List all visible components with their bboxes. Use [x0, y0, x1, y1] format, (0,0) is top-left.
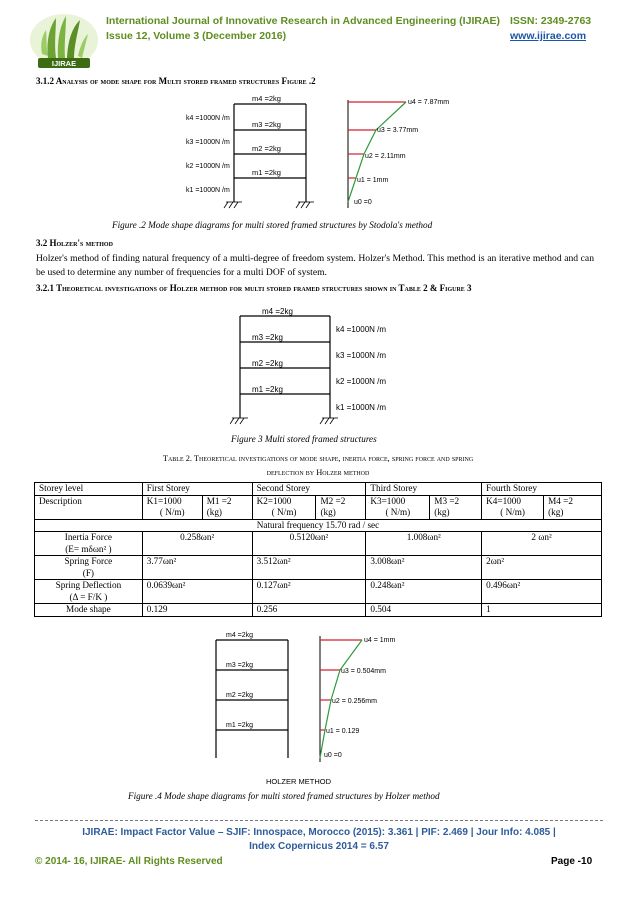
row-label: Spring Force (F)	[35, 556, 143, 580]
fig4-disp-3: u3 = 0.504mm	[341, 668, 386, 675]
fig4-method-label: HOLZER METHOD	[266, 777, 332, 786]
table-row-description	[35, 495, 602, 519]
table-row-spring-deflection	[35, 580, 602, 604]
table-row-natural-frequency	[35, 519, 602, 532]
fig4-mass-3: m3 =2kg	[226, 662, 254, 669]
fig3-mass-4: m4 =2kg	[262, 307, 293, 316]
fig4-disp-4: u4 = 1mm	[364, 637, 396, 644]
row-label: Description	[35, 495, 143, 519]
footer-copyright: © 2014- 16, IJIRAE- All Rights Reserved	[35, 856, 223, 867]
table-cell: 0.496ωn²	[482, 580, 602, 604]
table-cell: 0.0639ωn²	[142, 580, 252, 604]
section-3-1-2-heading: 3.1.2 Analysis of mode shape for Multi stored framed structures Figure .2	[36, 76, 316, 86]
footer-divider	[35, 820, 603, 821]
fig4-mass-4: m4 =2kg	[226, 632, 254, 639]
figure-3-caption: Figure 3 Multi stored framed structures	[231, 434, 377, 444]
journal-title-block	[106, 14, 500, 44]
table-2-caption	[40, 452, 596, 480]
cell-k: K1=1000 ( N/m)	[142, 495, 202, 519]
table-cell: 0.127ωn²	[252, 580, 366, 604]
journal-id-block	[510, 14, 591, 44]
cell-m: M2 =2 (kg)	[316, 495, 366, 519]
cell-k: K2=1000 ( N/m)	[252, 495, 316, 519]
header-fourth-storey: Fourth Storey	[482, 483, 602, 496]
figure-3-diagram	[230, 306, 410, 428]
row-label: Spring Deflection (Δ = F/K )	[35, 580, 143, 604]
fig4-mass-2: m2 =2kg	[226, 692, 254, 699]
table-cell: 0.5120ωn²	[252, 532, 366, 556]
table-cell: 0.248ωn²	[366, 580, 482, 604]
table-2	[34, 482, 602, 617]
fig2-mass-2: m2 =2kg	[252, 144, 281, 153]
fig2-spring-4: k4 =1000N /m	[186, 115, 230, 122]
fig3-spring-4: k4 =1000N /m	[336, 325, 387, 334]
fig4-disp-2: u2 = 0.256mm	[332, 698, 377, 705]
cell-k: K4=1000 ( N/m)	[482, 495, 544, 519]
table-cell: 3.512ωn²	[252, 556, 366, 580]
fig2-disp-1: u1 = 1mm	[357, 177, 389, 184]
fig2-disp-2: u2 = 2.11mm	[365, 153, 406, 160]
table-row-mode-shape	[35, 604, 602, 617]
journal-url-link[interactable]: www.ijirae.com	[510, 30, 587, 42]
table-row-spring-force	[35, 556, 602, 580]
fig4-disp-0: u0 =0	[324, 752, 342, 759]
cell-m: M4 =2 (kg)	[544, 495, 602, 519]
fig3-mass-1: m1 =2kg	[252, 385, 283, 394]
header-second-storey: Second Storey	[252, 483, 366, 496]
fig3-spring-1: k1 =1000N /m	[336, 403, 387, 412]
header-storey-level: Storey level	[35, 483, 143, 496]
section-3-2-1-heading: 3.2.1 Theoretical investigations of Holzer method for multi stored framed structures shown in Table 2 & Figure 3	[36, 283, 472, 293]
footer-index-line: Index Copernicus 2014 = 6.57	[249, 841, 389, 852]
header-first-storey: First Storey	[142, 483, 252, 496]
table-cell: 0.129	[142, 604, 252, 617]
fig2-disp-0: u0 =0	[354, 199, 372, 206]
footer-page-number: Page -10	[551, 856, 593, 867]
section-3-2-heading: 3.2 Holzer's method	[36, 238, 113, 248]
fig4-disp-1: u1 = 0.129	[326, 728, 360, 735]
natural-frequency-cell: Natural frequency 15.70 rad / sec	[35, 519, 602, 532]
row-label: Mode shape	[35, 604, 143, 617]
row-label: Inertia Force (E= mδωn² )	[35, 532, 143, 556]
table-2-caption-line2: deflection by Holzer method	[266, 468, 370, 477]
fig4-mass-1: m1 =2kg	[226, 722, 254, 729]
table-cell: 2ωn²	[482, 556, 602, 580]
fig2-spring-1: k1 =1000N /m	[186, 187, 230, 194]
table-cell: 0.504	[366, 604, 482, 617]
fig2-mass-3: m3 =2kg	[252, 120, 281, 129]
figure-4-caption: Figure .4 Mode shape diagrams for multi stored framed structures by Holzer method	[128, 791, 440, 801]
cell-m: M1 =2 (kg)	[202, 495, 252, 519]
table-cell: 3.008ωn²	[366, 556, 482, 580]
fig2-spring-2: k2 =1000N /m	[186, 163, 230, 170]
table-row-inertia	[35, 532, 602, 556]
journal-logo	[26, 10, 102, 72]
table-cell: 0.256	[252, 604, 366, 617]
table-header-row	[35, 483, 602, 496]
table-cell: 3.77ωn²	[142, 556, 252, 580]
holzer-paragraph: Holzer's method of finding natural frequency of a multi-degree of freedom system. Holzer's Method. This method is an iterative method and can be used to determine any number of frequencies for a multi DOF of system.	[36, 253, 594, 278]
fig3-spring-2: k2 =1000N /m	[336, 377, 387, 386]
figure-2-diagram	[184, 92, 484, 212]
cell-m: M3 =2 (kg)	[430, 495, 482, 519]
fig2-disp-3: u3 = 3.77mm	[377, 127, 419, 134]
fig3-spring-3: k3 =1000N /m	[336, 351, 387, 360]
table-cell: 0.258ωn²	[142, 532, 252, 556]
fig3-mass-2: m2 =2kg	[252, 359, 283, 368]
fig2-disp-4: u4 = 7.87mm	[408, 99, 450, 106]
header-third-storey: Third Storey	[366, 483, 482, 496]
footer-impact-block	[0, 826, 638, 854]
figure-2-caption: Figure .2 Mode shape diagrams for multi stored framed structures by Stodola's method	[112, 220, 433, 230]
cell-k: K3=1000 ( N/m)	[366, 495, 430, 519]
table-cell: 1	[482, 604, 602, 617]
journal-name: International Journal of Innovative Research in Advanced Engineering (IJIRAE)	[106, 15, 501, 27]
fig2-mass-4: m4 =2kg	[252, 94, 281, 103]
journal-issn: ISSN: 2349-2763	[510, 15, 592, 27]
journal-issue: Issue 12, Volume 3 (December 2016)	[106, 30, 287, 42]
fig3-mass-3: m3 =2kg	[252, 333, 283, 342]
fig2-mass-1: m1 =2kg	[252, 168, 281, 177]
table-2-caption-line1: Table 2. Theoretical investigations of mode shape, inertia force, spring force and spring	[162, 454, 474, 463]
logo-text: IJIRAE	[51, 59, 77, 68]
figure-4-diagram	[212, 630, 432, 790]
table-cell: 2 ωn²	[482, 532, 602, 556]
table-cell: 1.008ωn²	[366, 532, 482, 556]
footer-impact-line: IJIRAE: Impact Factor Value – SJIF: Innospace, Morocco (2015): 3.361 | PIF: 2.469 | Jour Info: 4.085 |	[82, 827, 556, 838]
fig2-spring-3: k3 =1000N /m	[186, 139, 230, 146]
